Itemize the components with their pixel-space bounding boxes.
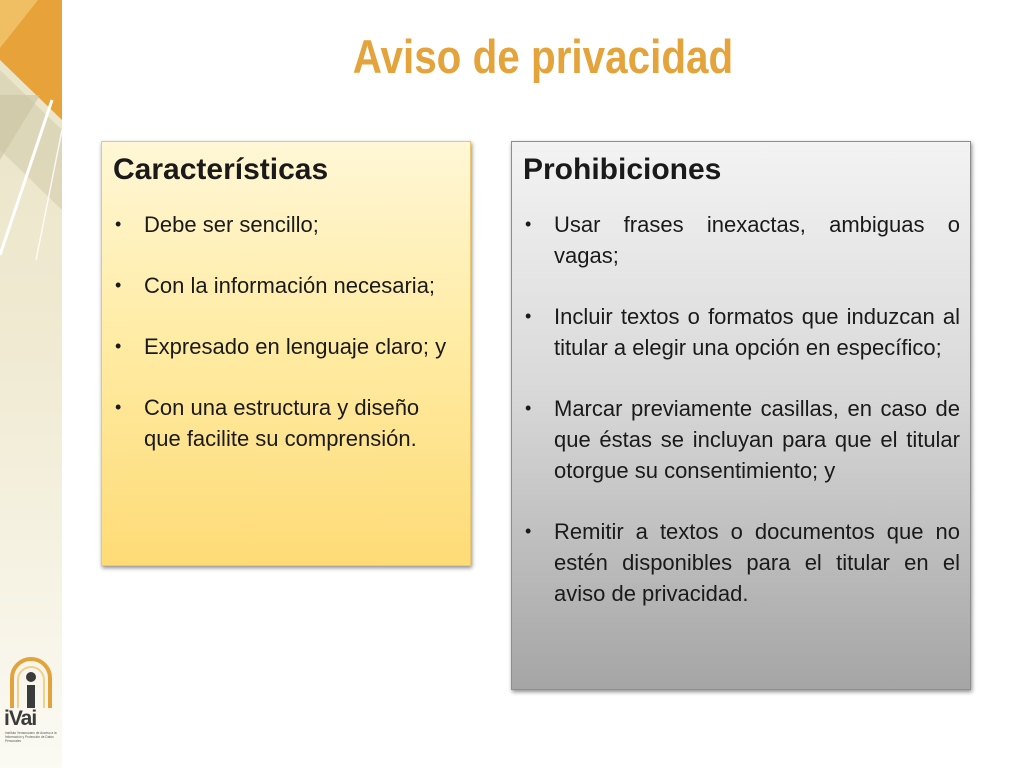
bullet-icon: • [115, 214, 122, 234]
bullet-icon: • [525, 306, 532, 326]
page-title: Aviso de privacidad [352, 30, 734, 83]
list-item [113, 270, 456, 301]
bullet-icon: • [525, 521, 532, 541]
logo-tagline: Instituto Veracruzano de Acceso a la Información y Protección de Datos Personales [5, 731, 57, 743]
ivai-logo [4, 656, 58, 752]
side-decoration [0, 0, 62, 768]
caracteristicas-list [113, 209, 456, 454]
list-item-text: Incluir textos o formatos que induzcan al titular a elegir una opción en específico; [554, 304, 960, 360]
list-item [523, 516, 960, 609]
list-item [113, 392, 456, 454]
list-item [113, 209, 456, 240]
bullet-icon: • [525, 398, 532, 418]
list-item [113, 331, 456, 362]
list-item-text: Expresado en lenguaje claro; y [144, 334, 447, 359]
bullet-icon: • [115, 275, 122, 295]
caracteristicas-heading: Características [113, 153, 329, 186]
list-item [523, 301, 960, 363]
bullet-icon: • [115, 336, 122, 356]
bullet-icon: • [525, 214, 532, 234]
caracteristicas-panel [101, 141, 471, 566]
list-item-text: Con una estructura y diseño que facilite su comprensión. [144, 395, 420, 451]
list-item-text: Marcar previamente casillas, en caso de que éstas se incluyan para que el titular otorgue su consentimiento; y [554, 396, 960, 483]
list-item-text: Con la información necesaria; [144, 273, 436, 298]
list-item [523, 209, 960, 271]
logo-wordmark: iVai [4, 707, 37, 730]
list-item-text: Remitir a textos o documentos que no estén disponibles para el titular en el aviso de privacidad. [554, 519, 960, 606]
prohibiciones-panel [511, 141, 971, 690]
prohibiciones-heading: Prohibiciones [523, 153, 722, 186]
prohibiciones-list [523, 209, 960, 609]
list-item-text: Debe ser sencillo; [144, 212, 319, 237]
bullet-icon: • [115, 397, 122, 417]
list-item-text: Usar frases inexactas, ambiguas o vagas; [554, 212, 960, 268]
ivai-logo-icon [4, 656, 58, 708]
list-item [523, 393, 960, 486]
